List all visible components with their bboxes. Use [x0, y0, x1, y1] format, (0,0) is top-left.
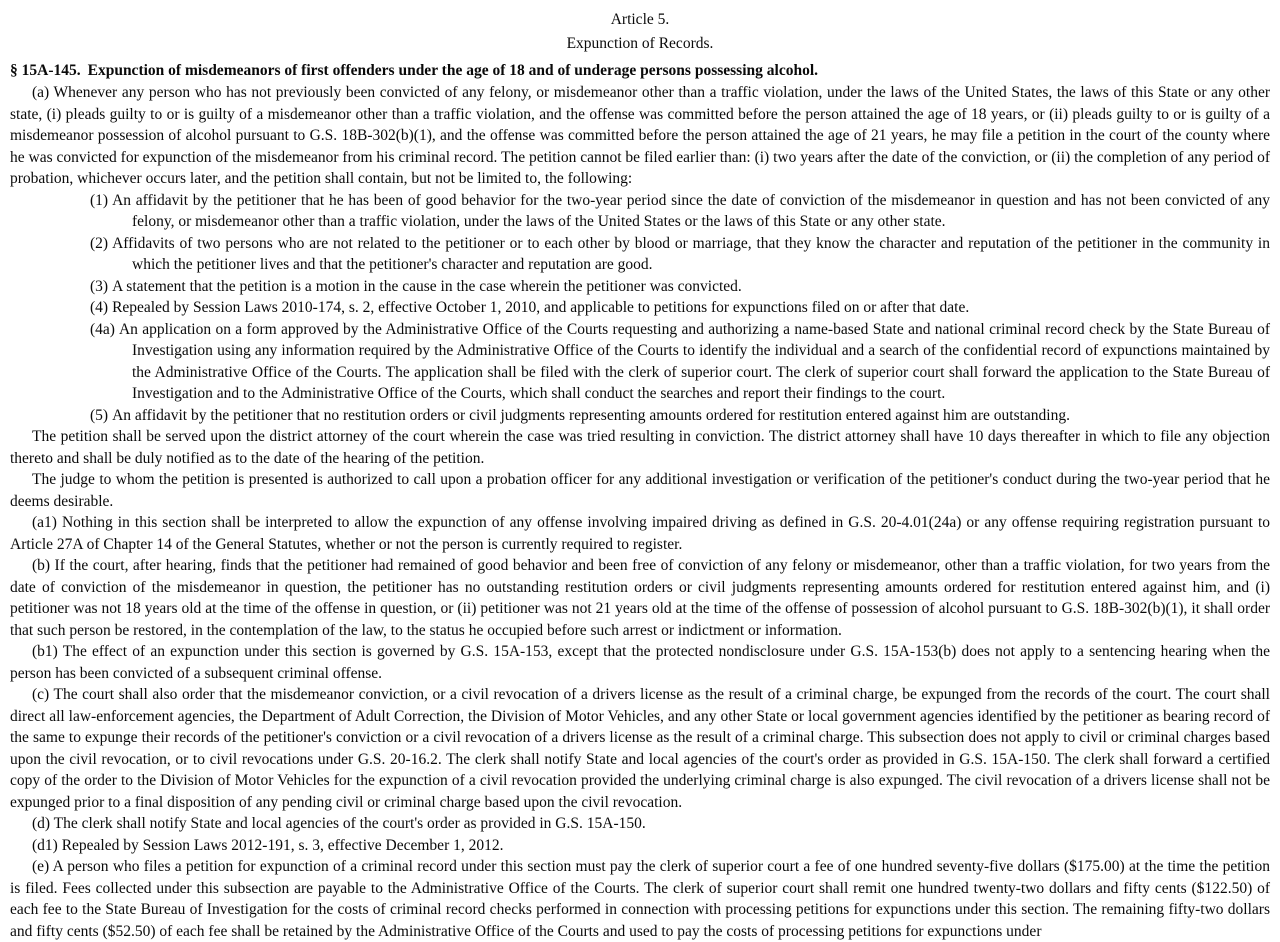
list-marker: (4a): [90, 320, 115, 338]
section-heading: [10, 60, 1270, 82]
paragraph-judge-probation: The judge to whom the petition is presented is authorized to call upon a probation officer for any additional investigation or verification of the petitioner's conduct during the two-year period that he deems desirable.: [10, 471, 1270, 510]
paragraph-a: (a) Whenever any person who has not previously been convicted of any felony, or misdemeanor other than a traffic violation, under the laws of the United States, the laws of this State or any other state, (i) pleads guilty to or is guilty of a misdemeanor other than a traffic violation, and the offense was committed before the person attained the age of 18 years, or (ii) pleads guilty to or is guilty of a misdemeanor possession of alcohol pursuant to G.S. 18B-302(b)(1), and the offense was committed before the person attained the age of 21 years, he may file a petition in the court of the county where he was convicted for expunction of the misdemeanor from his criminal record. The petition cannot be filed earlier than: (i) two years after the date of the conviction, or (ii) the completion of any period of probation, whichever occurs later, and the petition shall contain, but not be limited to, the following:: [10, 84, 1270, 187]
list-item-text: An application on a form approved by the Administrative Office of the Courts requesting and authorizing a name-based State and national criminal record check by the State Bureau of Investigation using any information required by the Administrative Office of the Courts to identify the individual and a search of the confidential record of expunctions maintained by the Administrative Office of the Courts. The application shall be filed with the clerk of superior court. The clerk of superior court shall forward the application to the State Bureau of Investigation and to the Administrative Office of the Courts, which shall conduct the searches and report their findings to the court.: [118, 320, 1270, 402]
paragraph-petition-service: The petition shall be served upon the district attorney of the court wherein the case was tried resulting in conviction. The district attorney shall have 10 days thereafter in which to file any objection thereto and shall be duly notified as to the date of the hearing of the petition.: [10, 428, 1270, 467]
list-item-text: A statement that the petition is a motion in the cause in the case wherein the petitioner was convicted.: [112, 277, 742, 295]
paragraph-b: (b) If the court, after hearing, finds that the petitioner had remained of good behavior and been free of conviction of any felony or misdemeanor, other than a traffic violation, for two years from the date of conviction of the misdemeanor in question, the petitioner has no outstanding restitution orders or civil judgments representing amounts ordered for restitution entered against him, and (i) petitioner was not 18 years old at the time of the offense in question, or (ii) petitioner was not 21 years old at the time of the offense of possession of alcohol pursuant to G.S. 18B-302(b)(1), it shall order that such person be restored, in the contemplation of the law, to the status he occupied before such arrest or indictment or information.: [10, 557, 1270, 639]
list-marker: (1): [90, 191, 109, 209]
list-item: [10, 319, 1270, 405]
list-item: [10, 276, 1270, 298]
list-item: [10, 405, 1270, 427]
list-item-text: An affidavit by the petitioner that he has been of good behavior for the two-year period since the date of conviction of the misdemeanor in question and has not been convicted of any felony, or misdemeanor other than a traffic violation, under the laws of the United States or the laws of this State or any other state.: [112, 191, 1270, 230]
paragraph-e: (e) A person who files a petition for expunction of a criminal record under this section must pay the clerk of superior court a fee of one hundred seventy-five dollars ($175.00) at the time the petition is filed. Fees collected under this subsection are payable to the Administrative Office of the Courts. The clerk of superior court shall remit one hundred twenty-two dollars and fifty cents ($122.50) of each fee to the State Bureau of Investigation for the costs of criminal record checks performed in connection with processing petitions for expunctions under this section. The remaining fifty-two dollars and fifty cents ($52.50) of each fee shall be retained by the Administrative Office of the Courts and used to pay the costs of processing petitions for expunctions under: [10, 858, 1270, 940]
paragraph-a1: (a1) Nothing in this section shall be interpreted to allow the expunction of any offense involving impaired driving as defined in G.S. 20-4.01(24a) or any offense requiring registration pursuant to Article 27A of Chapter 14 of the General Statutes, whether or not the person is currently required to register.: [10, 514, 1270, 553]
document-body: [10, 8, 1270, 942]
article-subheading: Expunction of Records.: [566, 35, 714, 52]
list-marker: (2): [90, 234, 109, 252]
list-item-text: An affidavit by the petitioner that no restitution orders or civil judgments representing amounts ordered for restitution entered against him are outstanding.: [112, 406, 1070, 424]
list-marker: (5): [90, 406, 109, 424]
paragraph-d1: (d1) Repealed by Session Laws 2012-191, s. 3, effective December 1, 2012.: [32, 836, 504, 854]
list-marker: (3): [90, 277, 109, 295]
petition-contents-list: [10, 190, 1270, 427]
list-item: [10, 233, 1270, 276]
list-item: [10, 297, 1270, 319]
section-symbol: §: [10, 62, 18, 79]
section-title: Expunction of misdemeanors of first offenders under the age of 18 and of underage persons possessing alcohol.: [87, 62, 819, 79]
paragraph-b1: (b1) The effect of an expunction under this section is governed by G.S. 15A-153, except that the protected nondisclosure under G.S. 15A-153(b) does not apply to a sentencing hearing when the person has been convicted of a subsequent criminal offense.: [10, 643, 1270, 682]
paragraph-d: (d) The clerk shall notify State and local agencies of the court's order as provided in G.S. 15A-150.: [32, 815, 646, 832]
article-heading: Article 5.: [610, 11, 670, 28]
list-item-text: Affidavits of two persons who are not related to the petitioner or to each other by blood or marriage, that they know the character and reputation of the petitioner in the community in which the petitioner lives and that the petitioner's character and reputation are good.: [112, 234, 1270, 273]
list-item: [10, 190, 1270, 233]
section-number: 15A-145.: [21, 62, 81, 79]
paragraph-c: (c) The court shall also order that the misdemeanor conviction, or a civil revocation of a drivers license as the result of a criminal charge, be expunged from the records of the court. The court shall direct all law-enforcement agencies, the Department of Adult Correction, the Division of Motor Vehicles, and any other State or local government agencies identified by the petitioner as bearing record of the same to expunge their records of the petitioner's conviction or a civil revocation of a drivers license as the result of a criminal charge. This subsection does not apply to civil or criminal charges based upon the civil revocation, or to civil revocations under G.S. 20-16.2. The clerk shall notify State and local agencies of the court's order as provided in G.S. 15A-150. The clerk shall forward a certified copy of the order to the Division of Motor Vehicles for the expunction of a civil revocation provided the underlying criminal charge is also expunged. The civil revocation of a drivers license shall not be expunged prior to a final disposition of any pending civil or criminal charge based upon the civil revocation.: [10, 686, 1270, 811]
list-marker: (4): [90, 299, 109, 316]
list-item-text: Repealed by Session Laws 2010-174, s. 2, effective October 1, 2010, and applicable to petitions for expunctions filed on or after that date.: [112, 299, 970, 316]
